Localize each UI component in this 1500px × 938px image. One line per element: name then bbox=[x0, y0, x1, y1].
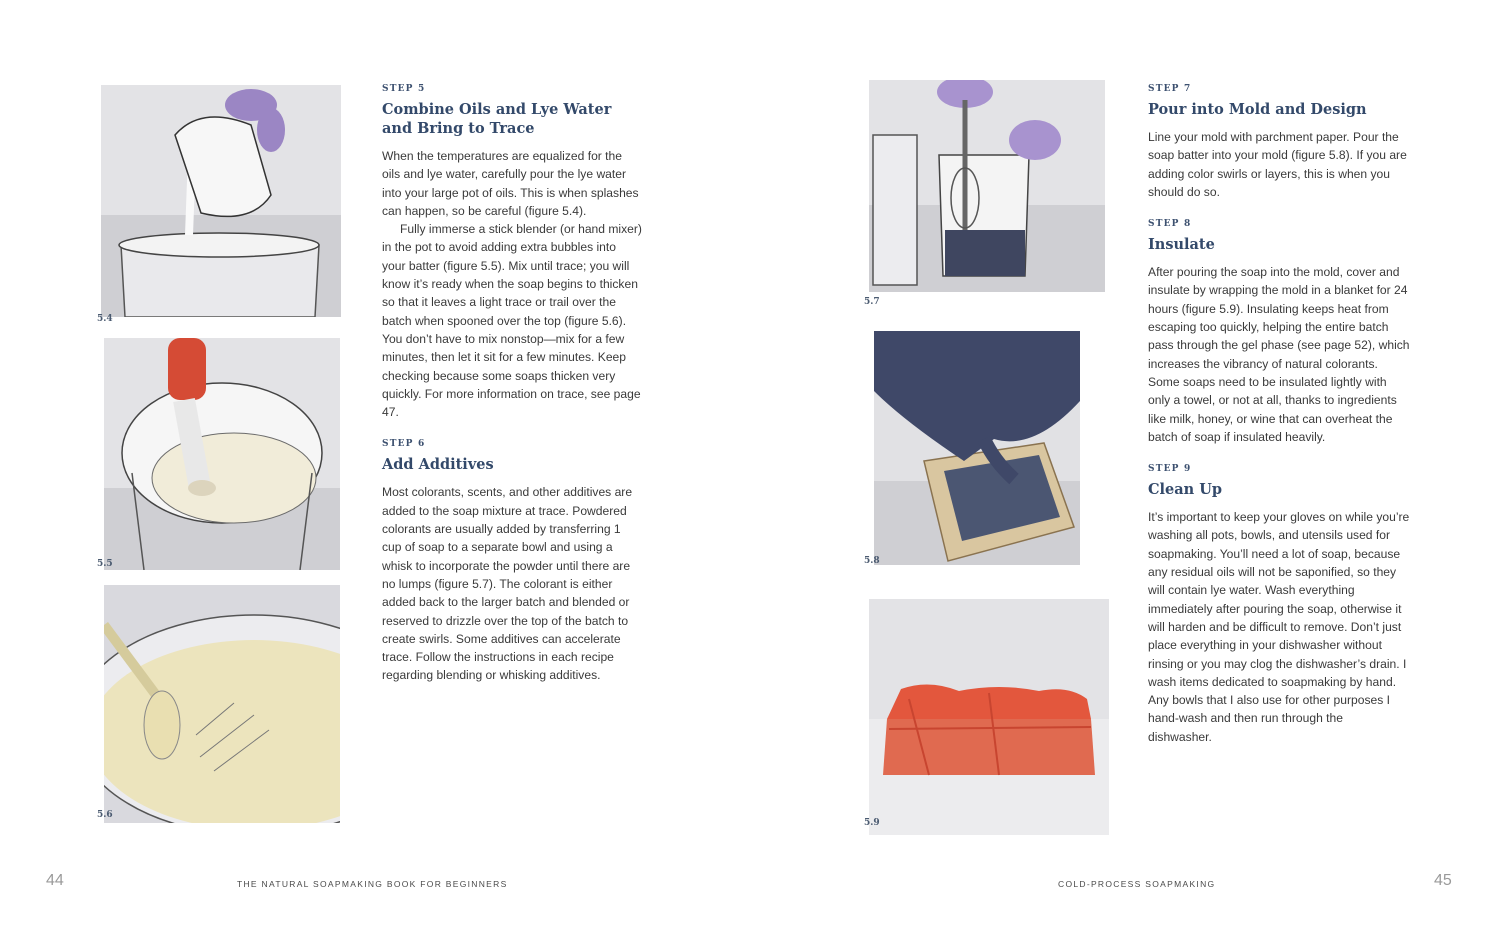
figure-5-8-illustration bbox=[874, 331, 1080, 565]
figure-5-7-illustration bbox=[869, 80, 1105, 292]
step-5-section bbox=[382, 84, 642, 421]
step-9-label: STEP 9 bbox=[1148, 464, 1192, 475]
figure-5-6-number: 5.6 bbox=[97, 810, 113, 820]
step-7-paragraph-1: Line your mold with parchment paper. Pour the soap batter into your mold (figure 5.8). If you are adding color swirls or layers, this is when you should do so. bbox=[1148, 130, 1407, 199]
step-5-label: STEP 5 bbox=[382, 84, 426, 94]
figure-5-4-number: 5.4 bbox=[97, 314, 113, 324]
step-7-title: Pour into Mold and Design bbox=[1148, 101, 1367, 118]
step-9-title: Clean Up bbox=[1148, 481, 1223, 499]
figure-5-8-number: 5.8 bbox=[864, 556, 880, 566]
figure-5-7-number: 5.7 bbox=[864, 297, 880, 307]
left-text-column bbox=[382, 84, 642, 703]
right-running-head: COLD-PROCESS SOAPMAKING bbox=[1058, 879, 1216, 889]
figure-5-6-illustration bbox=[104, 585, 340, 823]
step-6-title: Add Additives bbox=[382, 456, 494, 474]
step-9-section bbox=[1148, 464, 1410, 746]
step-5-paragraph-2: Fully immerse a stick blender (or hand mixer) in the pot to avoid adding extra bubbles into your batter (figure 5.5). Mix until trace; you will know it’s ready when the soap begins to thicken so that it leaves a light trace or trail over the batch when spooned over the top (figure 5.6). You don’t have to mix nonstop—mix for a few minutes, then let it sit for a few minutes. Keep checking because some soaps thicken very quickly. For more information on trace, see page 47. bbox=[382, 222, 642, 420]
step-6-section bbox=[382, 439, 642, 684]
step-6-label: STEP 6 bbox=[382, 439, 426, 450]
right-page-number: 45 bbox=[1434, 872, 1452, 889]
right-text-column bbox=[1148, 84, 1410, 764]
step-5-title: Combine Oils and Lye Water and Bring to Trace bbox=[382, 101, 612, 137]
step-8-title: Insulate bbox=[1148, 236, 1215, 254]
step-7-section bbox=[1148, 84, 1410, 201]
step-9-paragraph-1: It’s important to keep your gloves on while you’re washing all pots, bowls, and utensils used for soapmaking. You’ll need a lot of soap, because any residual oils will not be saponified, so they will contain lye water. Wash everything immediately after pouring the soap, otherwise it will harden and be difficult to remove. Don’t just place everything in your dishwasher without rinsing or you may clog the dishwasher’s drain. I wash items dedicated to soapmaking by hand. Any bowls that I also use for other purposes I hand-wash and then run through the dishwasher. bbox=[1148, 510, 1410, 744]
figure-5-4-illustration bbox=[101, 85, 341, 317]
left-running-head: THE NATURAL SOAPMAKING BOOK FOR BEGINNERS bbox=[237, 879, 508, 889]
step-8-paragraph-1: After pouring the soap into the mold, cover and insulate by wrapping the mold in a blanket for 24 hours (figure 5.9). Insulating keeps heat from escaping too quickly, helping the entire batch pass through the gel phase (see page 52), which increases the vibrancy of natural colorants. Some soaps need to be insulated lightly with only a towel, or not at all, thanks to ingredients like milk, honey, or wine that can overheat the batch of soap if insulated heavily. bbox=[1148, 265, 1410, 444]
step-8-label: STEP 8 bbox=[1148, 219, 1192, 230]
figure-5-9-number: 5.9 bbox=[864, 818, 880, 828]
figure-5-9-illustration bbox=[869, 599, 1109, 835]
figure-5-5-illustration bbox=[104, 338, 340, 570]
left-page-number: 44 bbox=[46, 872, 64, 889]
figure-5-5-number: 5.5 bbox=[97, 559, 113, 569]
step-6-paragraph-1: Most colorants, scents, and other additives are added to the soap mixture at trace. Powdered colorants are usually added by transferring 1 cup of soap to a separate bowl and using a whisk to incorporate the powder until there are no lumps (figure 5.7). The colorant is either added back to the larger batch and blended or reserved to drizzle over the top of the batch to create swirls. Some additives can accelerate trace. Follow the instructions in each recipe regarding blending or whisking additives. bbox=[382, 485, 633, 683]
step-7-label: STEP 7 bbox=[1148, 84, 1192, 94]
step-5-paragraph-1: When the temperatures are equalized for the oils and lye water, carefully pour the lye water into your large pot of oils. This is when splashes can happen, so be careful (figure 5.4). bbox=[382, 149, 639, 218]
step-8-section bbox=[1148, 219, 1410, 446]
